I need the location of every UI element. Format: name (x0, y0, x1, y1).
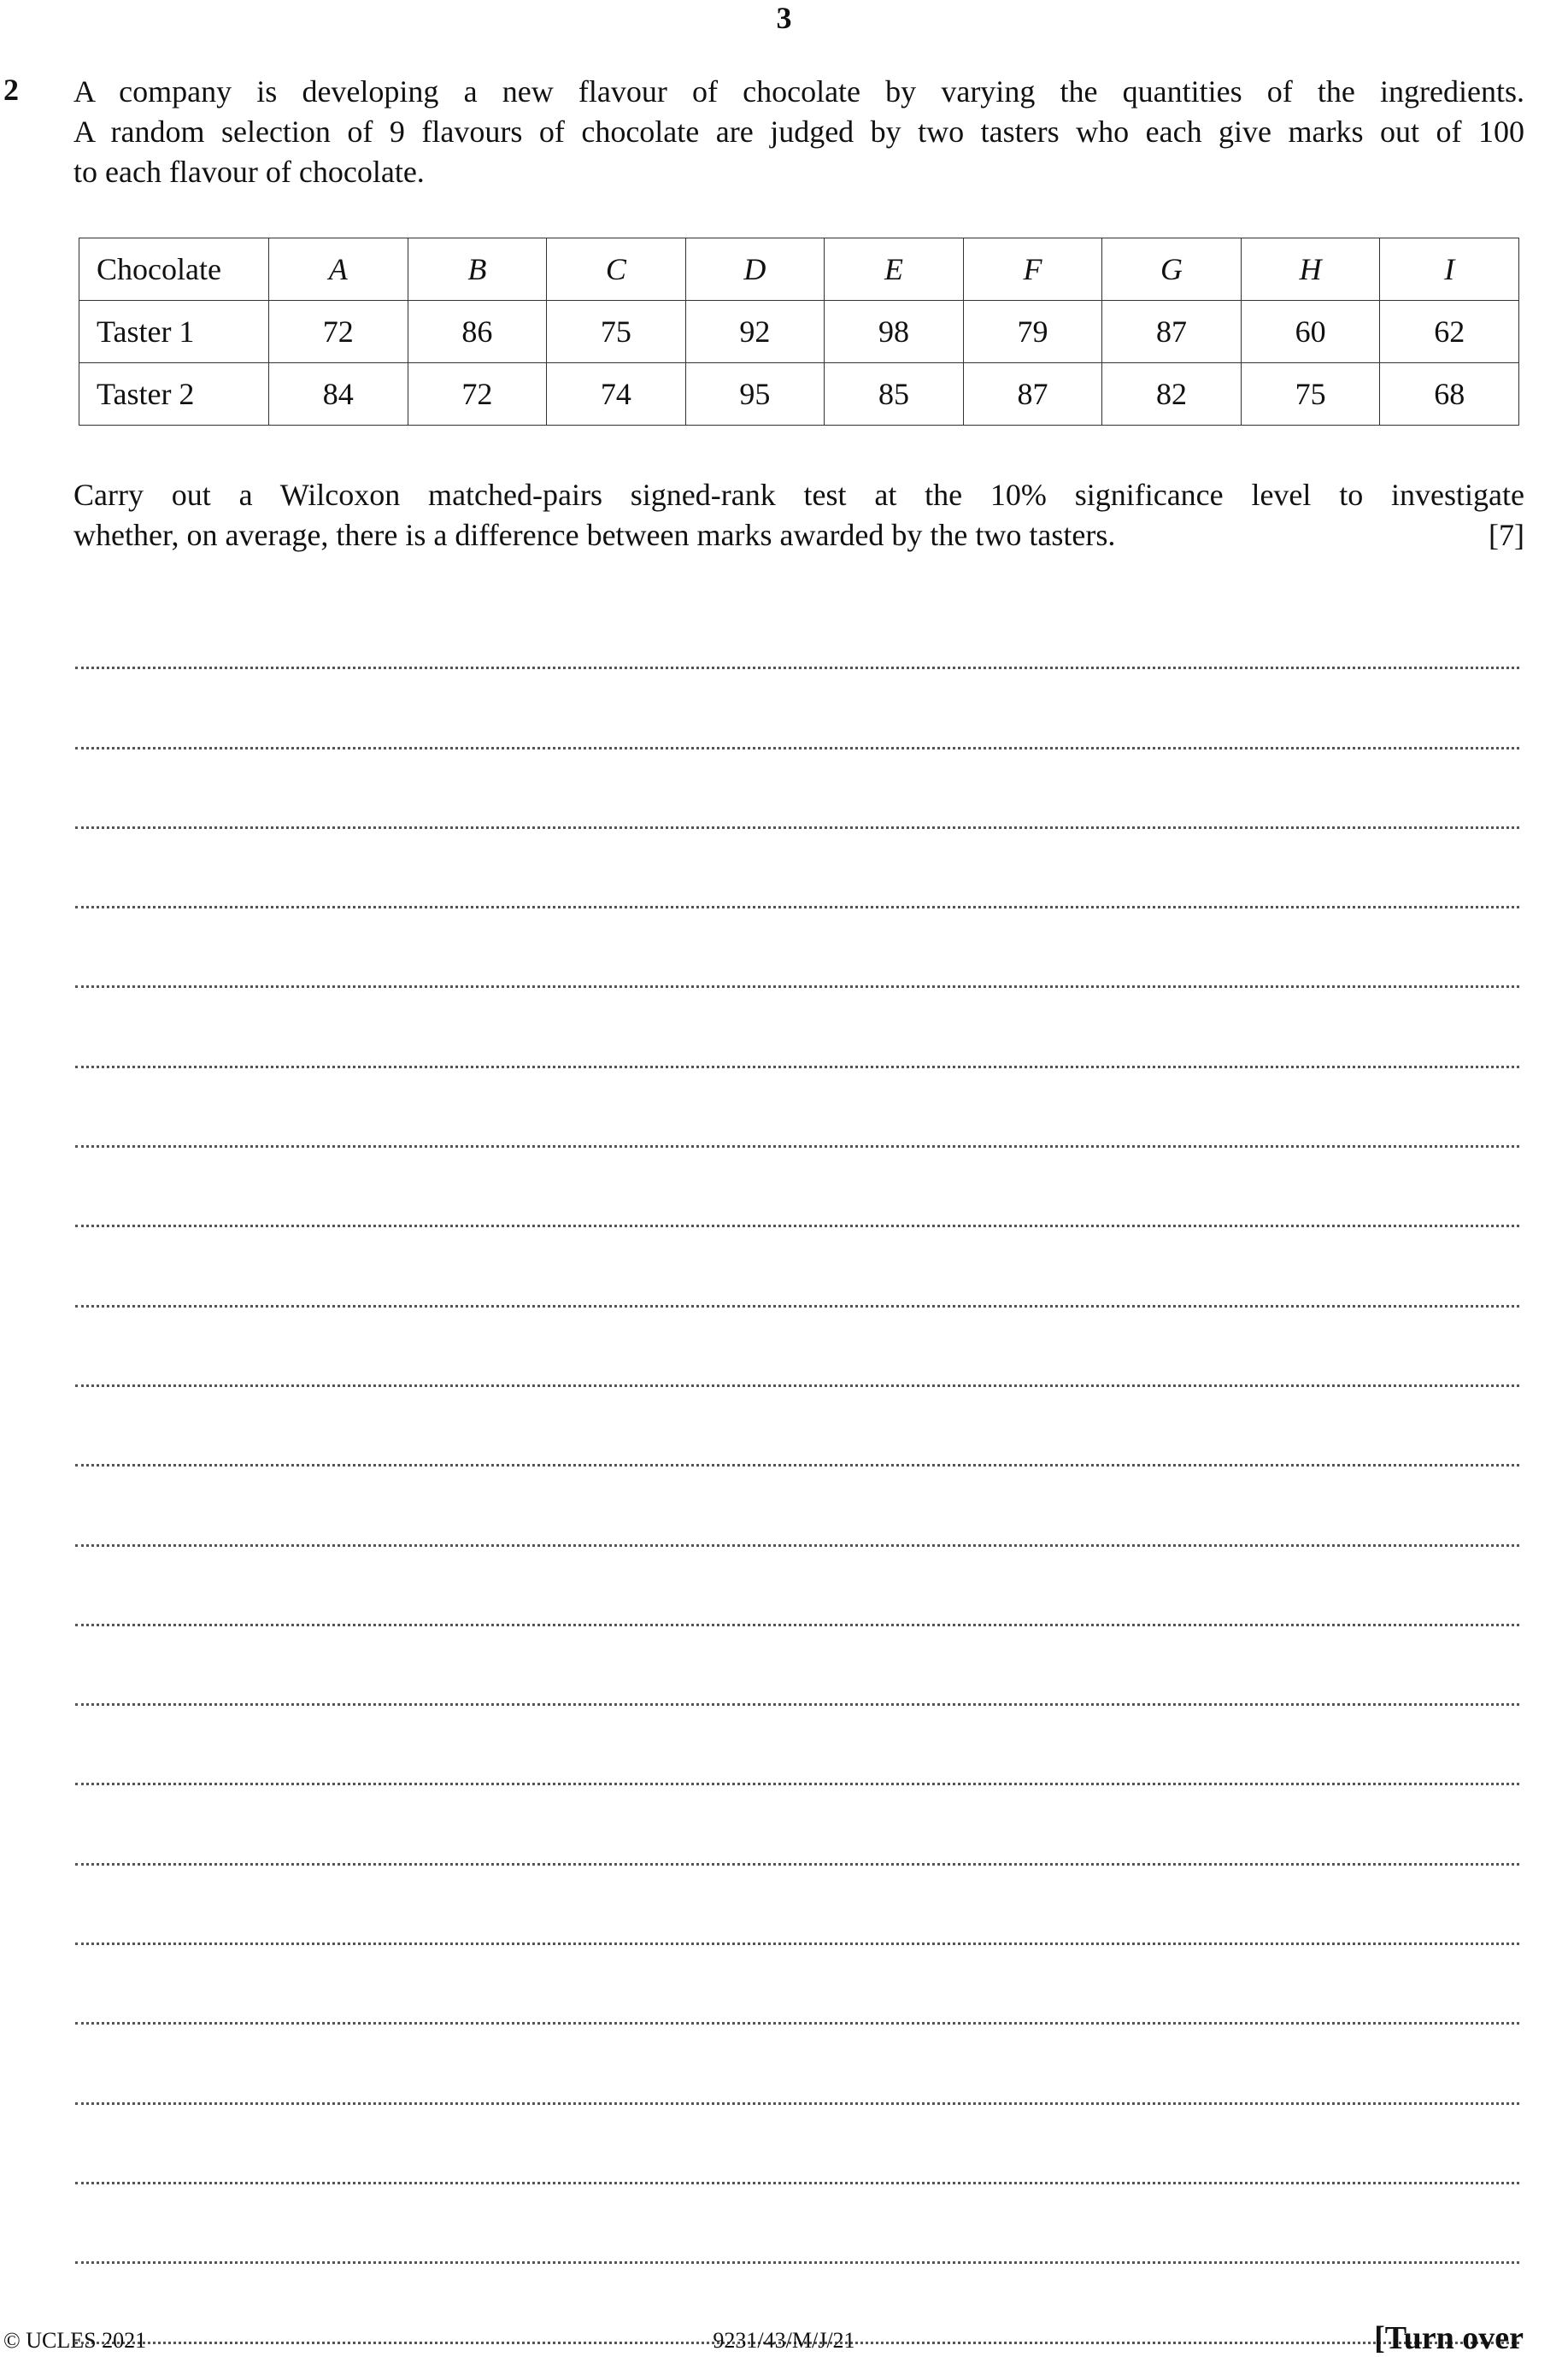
table-cell: 75 (547, 301, 686, 363)
answer-line[interactable] (75, 1706, 1519, 1785)
table-row (79, 363, 1519, 426)
table-cell: 92 (685, 301, 825, 363)
question-intro-line: A company is developing a new flavour of chocolate by varying the quantities of the ingredients. (73, 74, 1524, 109)
table-cell: 98 (825, 301, 964, 363)
table-cell: 60 (1241, 301, 1380, 363)
question-intro-line: A random selection of 9 flavours of chocolate are judged by two tasters who each give marks out of 100 (73, 115, 1524, 149)
answer-line[interactable] (75, 1387, 1519, 1467)
marks-table (79, 238, 1519, 426)
answer-line[interactable] (75, 1068, 1519, 1148)
answer-line[interactable] (75, 1227, 1519, 1307)
table-cell: 87 (1102, 301, 1242, 363)
table-cell: 95 (685, 363, 825, 426)
answer-line[interactable] (75, 749, 1519, 829)
answer-line[interactable] (75, 1866, 1519, 1945)
table-cell: 84 (269, 363, 408, 426)
table-header-label: Chocolate (79, 238, 269, 301)
table-cell: 68 (1380, 363, 1519, 426)
page-number: 3 (776, 1, 792, 35)
copyright-notice: © UCLES 2021 (3, 2328, 147, 2353)
table-cell: 85 (825, 363, 964, 426)
question-task-line: Carry out a Wilcoxon matched-pairs signed-rank test at the 10% significance level to investigate (73, 478, 1524, 512)
flavour-header: D (685, 238, 825, 301)
table-header-row (79, 238, 1519, 301)
table-row (79, 301, 1519, 363)
row-label: Taster 1 (79, 301, 269, 363)
flavour-header: F (963, 238, 1102, 301)
table-cell: 72 (408, 363, 547, 426)
flavour-header: I (1380, 238, 1519, 301)
answer-line[interactable] (75, 1308, 1519, 1387)
answer-line[interactable] (75, 1148, 1519, 1227)
flavour-header: H (1241, 238, 1380, 301)
question-task (73, 475, 1524, 555)
flavour-header: E (825, 238, 964, 301)
question-intro-line: to each flavour of chocolate. (73, 155, 425, 189)
flavour-header: B (408, 238, 547, 301)
table-cell: 86 (408, 301, 547, 363)
table-cell: 74 (547, 363, 686, 426)
answer-line[interactable] (75, 1945, 1519, 2025)
question-number: 2 (3, 73, 19, 107)
answer-line[interactable] (75, 829, 1519, 908)
flavour-header: G (1102, 238, 1242, 301)
table-cell: 62 (1380, 301, 1519, 363)
answer-line[interactable] (75, 669, 1519, 749)
answer-line[interactable] (75, 908, 1519, 988)
answer-line[interactable] (75, 988, 1519, 1067)
marks-allocation: [7] (1489, 518, 1524, 552)
answer-line[interactable] (75, 590, 1519, 669)
row-label: Taster 2 (79, 363, 269, 426)
table-cell: 87 (963, 363, 1102, 426)
answer-line[interactable] (75, 2025, 1519, 2104)
paper-code: 9231/43/M/J/21 (713, 2328, 855, 2353)
table-cell: 72 (269, 301, 408, 363)
answer-area[interactable] (75, 590, 1519, 2344)
turn-over-label: [Turn over (1374, 2320, 1524, 2356)
flavour-header: A (269, 238, 408, 301)
answer-line[interactable] (75, 1626, 1519, 1706)
table-cell: 75 (1241, 363, 1380, 426)
table-cell: 82 (1102, 363, 1242, 426)
question-task-line-with-marks (73, 515, 1524, 555)
answer-line[interactable] (75, 1547, 1519, 1626)
answer-line[interactable] (75, 2105, 1519, 2184)
page-footer (0, 2319, 1568, 2357)
table-cell: 79 (963, 301, 1102, 363)
flavour-header: C (547, 238, 686, 301)
answer-line[interactable] (75, 1467, 1519, 1546)
answer-line[interactable] (75, 2184, 1519, 2264)
answer-line[interactable] (75, 1785, 1519, 1865)
question-intro (73, 72, 1524, 192)
question-task-line: whether, on average, there is a difference between marks awarded by the two tasters. (73, 518, 1116, 552)
